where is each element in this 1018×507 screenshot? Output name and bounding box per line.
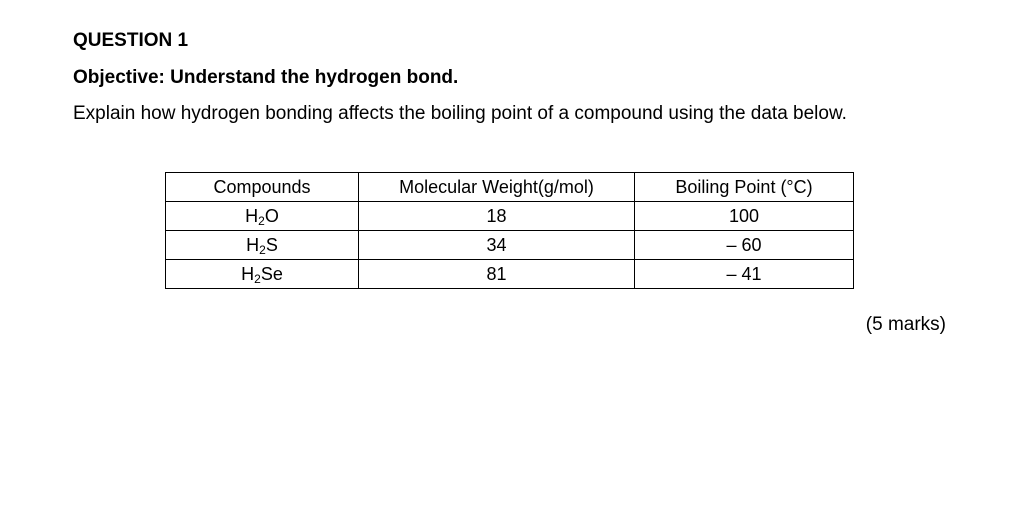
table-row	[166, 202, 854, 231]
compound-subscript: 2	[259, 242, 266, 257]
objective-text: Objective: Understand the hydrogen bond.	[73, 67, 459, 88]
compound-prefix: H	[245, 205, 259, 226]
table-header-row	[166, 173, 854, 202]
compound-prefix: H	[246, 234, 260, 255]
question-title: QUESTION 1	[73, 30, 189, 51]
boiling-point-cell: – 41	[635, 260, 854, 289]
weight-cell: 18	[359, 202, 635, 231]
compound-cell	[166, 202, 359, 231]
compound-subscript: 2	[258, 213, 265, 228]
marks-label: (5 marks)	[865, 314, 946, 335]
weight-cell: 81	[359, 260, 635, 289]
compound-suffix: O	[264, 205, 279, 226]
compound-cell	[166, 260, 359, 289]
compound-suffix: S	[265, 234, 278, 255]
instruction-text: Explain how hydrogen bonding affects the boiling point of a compound using the data below.	[73, 103, 847, 124]
compound-cell	[166, 231, 359, 260]
boiling-point-cell: 100	[635, 202, 854, 231]
compound-subscript: 2	[254, 271, 261, 286]
header-compounds: Compounds	[166, 173, 359, 202]
data-table	[165, 172, 854, 289]
table-row	[166, 231, 854, 260]
header-molecular-weight: Molecular Weight(g/mol)	[359, 173, 635, 202]
boiling-point-cell: – 60	[635, 231, 854, 260]
compound-prefix: H	[241, 263, 255, 284]
table-row	[166, 260, 854, 289]
header-boiling-point: Boiling Point (°C)	[635, 173, 854, 202]
compound-suffix: Se	[260, 263, 283, 284]
weight-cell: 34	[359, 231, 635, 260]
